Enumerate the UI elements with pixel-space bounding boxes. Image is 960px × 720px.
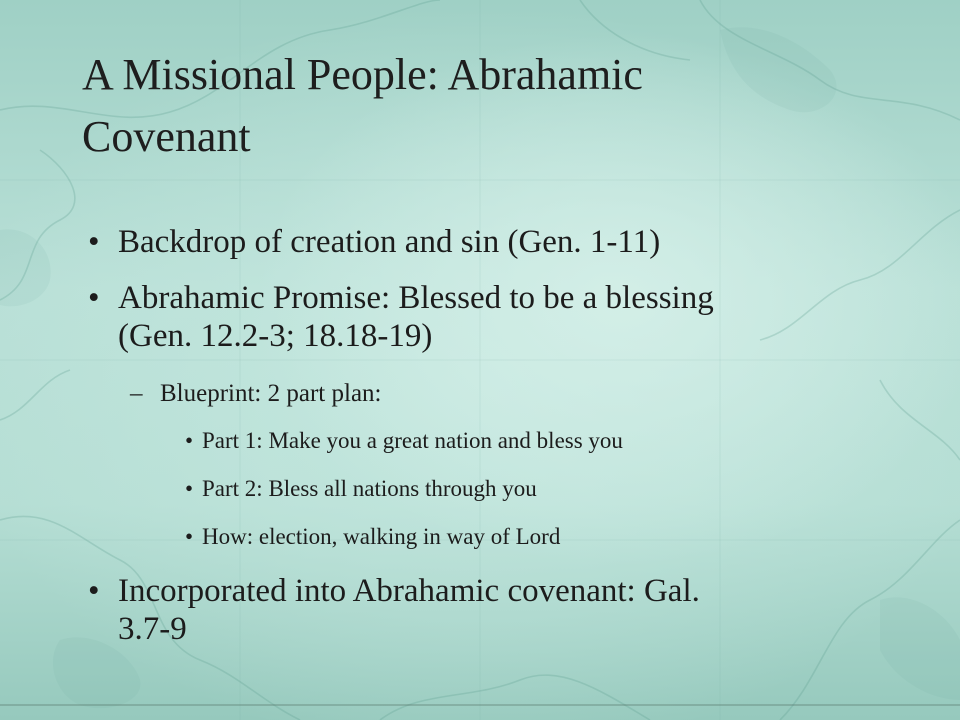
bullet-icon: •	[88, 280, 100, 316]
bullet-item-abrahamic-promise	[88, 279, 714, 355]
sub-item-text: Blueprint: 2 part plan:	[160, 380, 382, 407]
sub-sub-item-part-2	[185, 475, 537, 503]
bottom-divider	[0, 704, 960, 706]
bullet-item-backdrop	[88, 223, 661, 261]
sub-sub-item-how	[185, 523, 561, 551]
slide-title-line-2: Covenant	[82, 112, 251, 161]
bullet-icon: •	[185, 476, 194, 501]
sub-sub-item-text: Part 1: Make you a great nation and bless you	[202, 428, 623, 453]
bullet-icon: •	[88, 224, 100, 260]
bullet-text: Backdrop of creation and sin (Gen. 1-11)	[118, 224, 661, 260]
bullet-icon: •	[185, 524, 194, 549]
slide-title	[82, 44, 902, 168]
bullet-text-line-2: 3.7-9	[118, 611, 187, 647]
sub-sub-item-part-1	[185, 427, 623, 455]
dash-icon: –	[130, 380, 143, 407]
slide-title-line-1: A Missional People: Abrahamic	[82, 50, 643, 99]
bullet-text-line-2: (Gen. 12.2-3; 18.18-19)	[118, 318, 433, 354]
bullet-icon: •	[185, 428, 194, 453]
bullet-item-incorporated	[88, 572, 700, 648]
bullet-text-line-1: Incorporated into Abrahamic covenant: Gal.	[118, 573, 700, 609]
bullet-icon: •	[88, 573, 100, 609]
bullet-text-line-1: Abrahamic Promise: Blessed to be a blessing	[118, 280, 714, 316]
sub-sub-item-text: Part 2: Bless all nations through you	[202, 476, 537, 501]
sub-sub-item-text: How: election, walking in way of Lord	[202, 524, 561, 549]
sub-item-blueprint	[130, 379, 382, 409]
